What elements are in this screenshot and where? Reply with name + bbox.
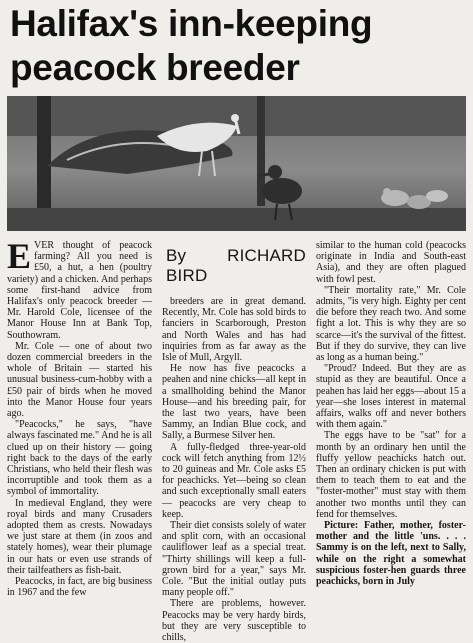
photo-illustration [7, 96, 466, 231]
headline-line-1: Halifax's inn-keeping [10, 3, 373, 44]
peacocks-photo [7, 96, 466, 231]
paragraph: There are problems, however. Peacocks may be very hardy birds, but they are very susceptible to chills, [162, 598, 306, 643]
paragraph: He now has five peacocks a peahen and nine chicks—all kept in a smallholding behind the Manor House—and his breeding pair, for the last two years, have been Sammy, an Indian Blue cock, and Sally, a Burmese Silver hen. [162, 363, 306, 442]
article-column-2 [162, 240, 306, 643]
paragraph: In medieval England, they were royal birds and many Crusaders adopted them as crests. Nowadays we just stare at them (in zoos and stately homes), wear their plumage in our hats or even use strands of their tailfeathers as fish-bait. [7, 497, 152, 576]
byline: By RICHARD BIRD [166, 246, 306, 285]
paragraph: "Peacocks," he says, "have always fascinated me." And he is all clued up on their history — going right back to the days of the early Christians, who held their flesh was incorruptible and took them as a symbol of immortality. [7, 419, 152, 498]
paragraph: "Their mortality rate," Mr. Cole admits, "is very high. Eighty per cent die before they reach two. And some fight a lot. This is why they are so scarce—it's the survival of the fittest. But if they do survive, they can live as long as a human being." [316, 284, 466, 364]
headline-line-2: peacock breeder [10, 47, 300, 88]
photo-caption: Picture: Father, mother, foster-mother and the little 'uns. . . . Sammy is on the left, next to Sally, while on the right a somewhat suspicious foster-hen guards three peachicks, born in July [316, 520, 466, 588]
drop-cap: E [7, 236, 32, 276]
paragraph: similar to the human cold (peacocks originate in India and South-east Asia), and they are often plagued with fowl pest. [316, 240, 466, 285]
paragraph: Peacocks, in fact, are big business in 1967 and the few [7, 576, 152, 599]
article-column-3 [316, 240, 466, 587]
paragraph: breeders are in great demand. Recently, Mr. Cole has sold birds to fanciers in Scarborough, Preston and North Wales and has had inquiries from as far away as the Isle of Mull, Argyll. [162, 296, 306, 364]
paragraph: Mr. Cole — one of about two dozen commercial breeders in the whole of Britain — started his unusual business-cum-hobby with a £50 pair of birds when he moved into the Manor House four years ago. [7, 340, 152, 420]
paragraph: Their diet consists solely of water and split corn, with an occasional cauliflower leaf as a special treat. "Thirty shillings will keep a full-grown bird for a year," says Mr. Cole. "But the initial outlay puts many people off." [162, 520, 306, 599]
paragraph: The eggs have to be "sat" for a month by an ordinary hen until the fluffy yellow peachicks hatch out. Then an ordinary chicken is put with them to teach them to eat and the "foster-mother" must stay with them another two months until they can fend for themselves. [316, 430, 466, 520]
headline [10, 2, 470, 90]
paragraph: EVER thought of peacock farming? All you need is £50, a hut, a hen (poultry variety) and a chicken. And perhaps some first-hand advice from Halifax's only peacock breeder — Mr. Harold Cole, licensee of the Manor House Inn at Bank Top, Southowram. [7, 236, 152, 341]
article-column-1 [7, 236, 152, 599]
paragraph: A fully-fledged three-year-old cock will fetch anything from 12½ to 20 guineas and Mr. Cole asks £5 for peachicks. Yet—being so clean and such exceptionally small eaters — peacocks are very cheap to keep. [162, 441, 306, 520]
paragraph: "Proud? Indeed. But they are as stupid as they are beautiful. Once a peahen has laid her eggs—about 15 a year—she loses interest in maternal affairs, walks off and never bothers with them again." [316, 363, 466, 431]
